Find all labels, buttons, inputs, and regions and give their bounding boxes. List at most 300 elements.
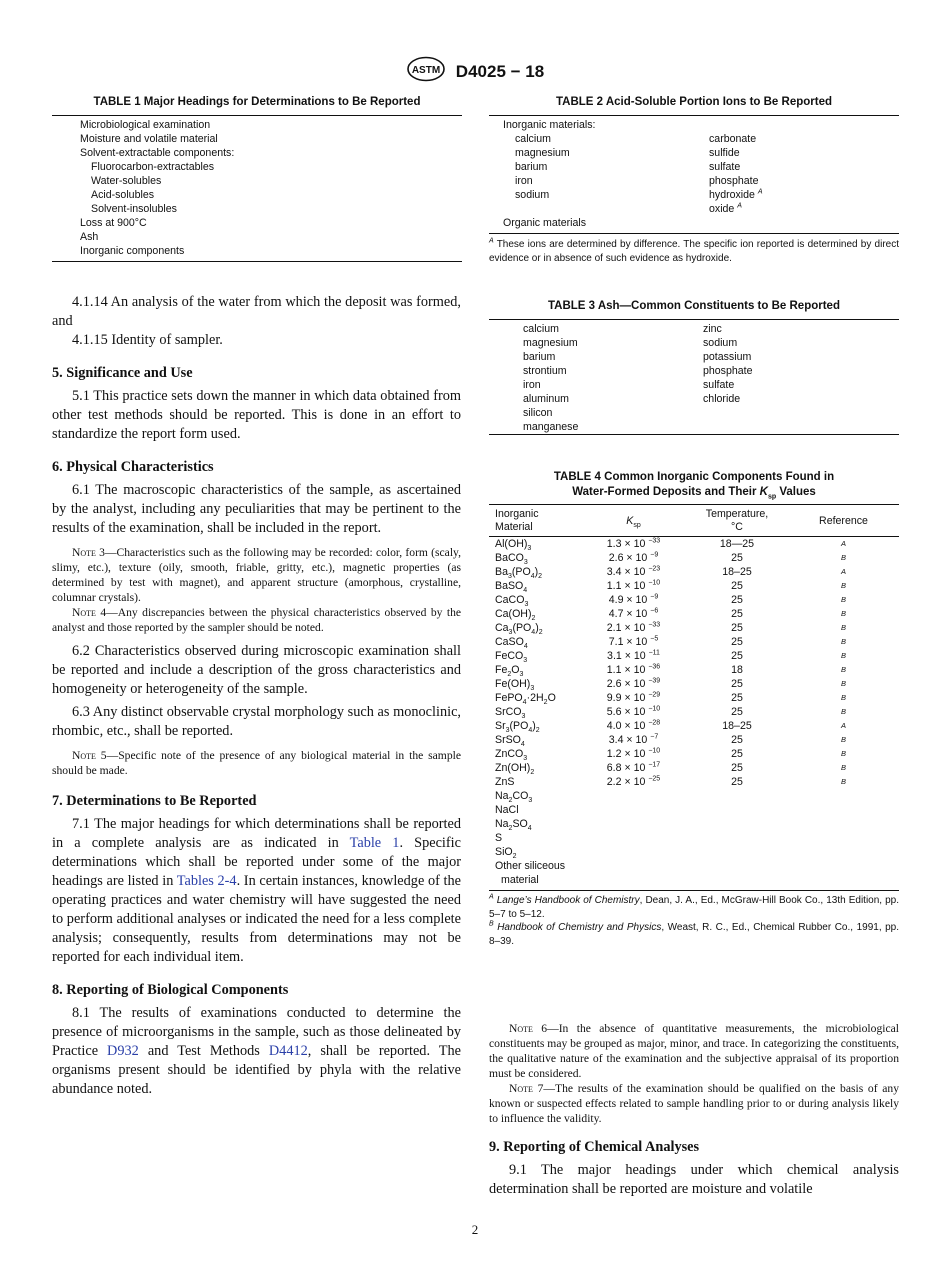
- header-ksp-k: K: [626, 514, 634, 527]
- header-material-line2: Material: [495, 521, 533, 533]
- section-6-heading: 6. Physical Characteristics: [52, 459, 214, 475]
- temperature-cell: [686, 859, 788, 873]
- table-4-row: [489, 817, 899, 831]
- reference-cell: B: [840, 623, 846, 632]
- caption-k: K: [759, 486, 768, 498]
- formula-part: Sr: [495, 720, 506, 732]
- formula-sub: 4: [528, 727, 533, 735]
- footnote-a-rest: , Dean, J. A., Ed., McGraw-Hill Book Co., 13th Edition, pp. 5–7 to 5–12.: [489, 895, 900, 920]
- ksp-exponent: −29: [648, 691, 661, 699]
- ksp-exponent: −10: [648, 579, 661, 587]
- ksp-exponent: −11: [648, 649, 660, 657]
- table-1-row: Fluorocarbon-extractables: [91, 161, 215, 173]
- ksp-mantissa: 2.6 × 10: [606, 678, 646, 690]
- temperature-cell: 25: [731, 580, 743, 592]
- table-3-caption: TABLE 3 Ash—Common Constituents to Be Reported: [548, 300, 840, 312]
- reference-cell: B: [840, 609, 846, 618]
- table-4-row: [489, 649, 899, 663]
- reference-cell: [788, 873, 899, 887]
- formula-part: SO: [512, 818, 528, 830]
- formula-part: (PO: [509, 720, 529, 732]
- table-2-right-col: [709, 132, 763, 216]
- temperature-cell: [686, 873, 788, 887]
- table-3-item: potassium: [703, 351, 752, 363]
- formula-sub: 3: [508, 629, 513, 637]
- paragraph-8-1-text-b: and Test Methods: [147, 1043, 260, 1059]
- section-9-heading: 9. Reporting of Chemical Analyses: [489, 1139, 700, 1155]
- formula-part: Ca: [495, 622, 509, 634]
- table-2-anion: sulfide: [709, 147, 740, 159]
- footnote-mark: A: [489, 893, 494, 901]
- ksp-exponent: −23: [648, 565, 661, 573]
- ksp-cell: [581, 719, 686, 733]
- reference-cell: B: [840, 763, 846, 772]
- table-4-row: [489, 775, 899, 789]
- formula-part: Zn(OH): [495, 762, 531, 774]
- formula-part: material: [501, 874, 539, 886]
- note-4-label: Note 4: [72, 606, 107, 619]
- temperature-cell: 25: [731, 776, 743, 788]
- table-1-row: Solvent-extractable components:: [80, 147, 235, 159]
- material-cell: [489, 677, 581, 691]
- paragraph-7-1-text-a: 7.1 The major headings for which determinations shall be reported in a complete analysis are as indicated in: [52, 816, 461, 851]
- formula-sub: 2: [531, 615, 536, 623]
- table-1-body: [52, 116, 462, 261]
- temperature-cell: [686, 831, 788, 845]
- paragraph-8-1-text-c: , shall be reported. The organisms present should be identified by phyla with the relative abundance noted.: [52, 1043, 461, 1097]
- paragraph-6-3: 6.3 Any distinct observable crystal morphology such as monoclinic, rhombic, etc., shall be reported.: [52, 704, 461, 739]
- ksp-cell: [581, 733, 686, 747]
- ksp-exponent: −10: [648, 705, 661, 713]
- svg-text:ASTM: ASTM: [411, 65, 440, 76]
- formula-part: Ca(OH): [495, 608, 532, 620]
- ksp-cell: [581, 551, 686, 565]
- ksp-mantissa: 2.1 × 10: [606, 622, 646, 634]
- table-2-group-organic: Organic materials: [503, 217, 587, 229]
- ksp-mantissa: 3.4 × 10: [606, 566, 646, 578]
- table-4-row: [489, 691, 899, 705]
- ksp-cell: [581, 635, 686, 649]
- material-cell: [489, 775, 581, 789]
- header-ksp: [581, 505, 686, 537]
- temperature-cell: 25: [731, 706, 743, 718]
- temperature-cell: 18–25: [722, 720, 752, 732]
- table-4-row: [489, 761, 899, 775]
- table-3-item: zinc: [703, 323, 722, 335]
- table-2-anion-label: hydroxide: [709, 189, 755, 201]
- table-3-item: strontium: [523, 365, 567, 377]
- table-1-row: Water-solubles: [91, 175, 162, 187]
- document-id: D4025 − 18: [455, 61, 545, 81]
- reference-cell: B: [840, 679, 846, 688]
- ksp-mantissa: 4.9 × 10: [608, 594, 648, 606]
- ksp-cell: [581, 859, 686, 873]
- ksp-exponent: −25: [648, 775, 661, 783]
- formula-part: Al(OH): [495, 538, 528, 550]
- table-3-body: [489, 320, 899, 434]
- reference-cell: B: [840, 637, 846, 646]
- material-cell: [489, 705, 581, 719]
- table-1-caption: TABLE 1 Major Headings for Determinations to Be Reported: [93, 96, 421, 108]
- table-4-row: [489, 621, 899, 635]
- table-1-bottom-rule: [52, 261, 462, 262]
- table-4: [489, 470, 899, 948]
- reference-cell: B: [840, 665, 846, 674]
- table-4-bottom-rule: [489, 890, 899, 891]
- formula-sub: 3: [523, 755, 528, 763]
- material-cell: [489, 873, 581, 887]
- reference-cell: [788, 845, 899, 859]
- paragraph-4-1-15: 4.1.15 Identity of sampler.: [72, 332, 223, 348]
- material-cell: [489, 859, 581, 873]
- formula-sub: 2: [535, 727, 540, 735]
- table-3-item: iron: [523, 379, 541, 391]
- formula-sub: 2: [512, 853, 517, 861]
- temperature-cell: 18–25: [722, 566, 752, 578]
- table-4-row: [489, 579, 899, 593]
- note-4: [52, 605, 461, 635]
- material-cell: [489, 719, 581, 733]
- reference-cell: A: [840, 539, 846, 548]
- formula-part: CaCO: [495, 594, 525, 606]
- table-1-row: Moisture and volatile material: [80, 133, 218, 145]
- formula-sub: 4: [531, 629, 536, 637]
- formula-part: Fe: [495, 664, 508, 676]
- ksp-cell: [581, 621, 686, 635]
- footnote-a-title: Lange’s Handbook of Chemistry: [496, 895, 640, 906]
- section-7-heading: 7. Determinations to Be Reported: [52, 793, 257, 809]
- ksp-mantissa: 2.6 × 10: [608, 552, 648, 564]
- ksp-cell: [581, 691, 686, 705]
- formula-part: Na: [495, 818, 509, 830]
- temperature-cell: [686, 803, 788, 817]
- ksp-mantissa: 2.2 × 10: [606, 776, 646, 788]
- table-3-bottom-rule: [489, 434, 899, 435]
- formula-part: CaSO: [495, 636, 524, 648]
- reference-cell: B: [840, 581, 846, 590]
- note-7-label: Note 7: [509, 1082, 544, 1095]
- table-4-row: [489, 551, 899, 565]
- formula-sub: 4: [523, 587, 528, 595]
- footnote-b-rest: , Weast, R. C., Ed., Chemical Rubber Co., 1991, pp. 8–39.: [489, 922, 900, 947]
- table-1-row: Acid-solubles: [91, 189, 155, 201]
- table-4-row: [489, 705, 899, 719]
- material-cell: [489, 593, 581, 607]
- table-4-row: [489, 873, 899, 887]
- ksp-cell: [581, 817, 686, 831]
- formula-part: CO: [512, 790, 529, 802]
- note-6-label: Note 6: [509, 1022, 548, 1035]
- reference-cell: B: [840, 707, 846, 716]
- ksp-mantissa: 4.0 × 10: [606, 720, 646, 732]
- tables-2-4-link[interactable]: Tables 2-4: [176, 873, 237, 889]
- ksp-mantissa: 1.1 × 10: [606, 580, 646, 592]
- note-6-text: —In the absence of quantitative measurements, the microbiological constituents may be grouped as major, minor, and trace. In categorizing the constituents, the qualitative nature of the examination and the subjective appraisal of its proportion must be considered.: [489, 1022, 899, 1080]
- section-8-heading: 8. Reporting of Biological Components: [52, 982, 289, 998]
- ksp-cell: [581, 565, 686, 579]
- table-2: [489, 95, 899, 265]
- formula-sub: 2: [530, 769, 535, 777]
- table-4-row: [489, 747, 899, 761]
- reference-cell: [788, 859, 899, 873]
- material-cell: [489, 551, 581, 565]
- temperature-cell: 25: [731, 636, 743, 648]
- ksp-mantissa: 1.2 × 10: [606, 748, 646, 760]
- formula-part: SrSO: [495, 734, 521, 746]
- table-4-grid: [489, 505, 899, 887]
- caption-end: Values: [779, 486, 816, 498]
- note-7: [489, 1081, 899, 1126]
- paragraph-6-2: 6.2 Characteristics observed during microscopic examination shall be reported and include a description of the gross characteristics and homogeneity or heterogeneity of the sample.: [52, 643, 461, 697]
- temperature-cell: 25: [731, 608, 743, 620]
- table-3-item: phosphate: [703, 365, 753, 377]
- ksp-cell: [581, 747, 686, 761]
- table-1-row: Loss at 900°C: [80, 217, 147, 229]
- temperature-cell: [686, 789, 788, 803]
- formula-sub: 4: [520, 741, 525, 749]
- temperature-cell: [686, 845, 788, 859]
- table-4-row: [489, 677, 899, 691]
- reference-cell: [788, 831, 899, 845]
- formula-sub: 3: [528, 797, 533, 805]
- paragraph-6-1: 6.1 The macroscopic characteristics of the sample, as ascertained by the analyst, including any peculiarities that may be pertinent to the results of the examination, shall be included in the report.: [52, 482, 461, 536]
- material-cell: [489, 761, 581, 775]
- formula-sub: 3: [524, 601, 529, 609]
- material-cell: [489, 789, 581, 803]
- paragraph-5-1: 5.1 This practice sets down the manner in which data obtained from other test methods should be reported. This is done in an effort to standardize the report form used.: [52, 388, 461, 442]
- formula-sub: 3: [521, 713, 526, 721]
- table-2-columns: [503, 132, 899, 216]
- temperature-cell: 25: [731, 622, 743, 634]
- table-3-item: magnesium: [523, 337, 578, 349]
- page-header: [0, 56, 950, 87]
- table-3-item: chloride: [703, 393, 741, 405]
- ksp-cell: [581, 649, 686, 663]
- table-2-cation: calcium: [515, 133, 551, 145]
- formula-part: Ba: [495, 566, 508, 578]
- formula-sub: 3: [505, 727, 510, 735]
- table-1: [52, 95, 462, 262]
- ksp-cell: [581, 579, 686, 593]
- formula-sub: 2: [508, 825, 513, 833]
- formula-sub: 3: [519, 671, 524, 679]
- formula-part: ): [534, 566, 539, 578]
- ksp-cell: [581, 593, 686, 607]
- table-4-row: [489, 593, 899, 607]
- table-2-group-inorganic: Inorganic materials:: [503, 119, 596, 131]
- ksp-cell: [581, 537, 686, 551]
- table-2-footnote: [489, 238, 899, 265]
- temperature-cell: 25: [731, 762, 743, 774]
- ksp-exponent: −33: [648, 621, 661, 629]
- table-3-item: silicon: [523, 407, 553, 419]
- formula-part: ): [535, 622, 539, 634]
- d932-link[interactable]: D932: [107, 1043, 139, 1059]
- header-material-line1: Inorganic: [495, 508, 539, 520]
- reference-cell: [788, 803, 899, 817]
- ksp-exponent: −36: [648, 663, 661, 671]
- footnote-b-title: Handbook of Chemistry and Physics: [497, 922, 662, 933]
- formula-sub: 2: [538, 629, 543, 637]
- paragraph-7-1-text-c: . In certain instances, knowledge of the operating practices and water chemistry will have suggested the need to perform additional analyses or indicated the need for a less complete analysis; consequently, results from determinations may not be reported for each individual item.: [52, 873, 461, 965]
- table-4-caption-line2: [489, 485, 899, 500]
- material-cell: [489, 579, 581, 593]
- reference-cell: A: [840, 567, 846, 576]
- table-2-anion: sulfate: [709, 161, 741, 173]
- formula-part: (PO: [511, 566, 531, 578]
- table-4-row: [489, 537, 899, 551]
- reference-cell: [788, 789, 899, 803]
- material-cell: [489, 817, 581, 831]
- note-3-text: —Characteristics such as the following may be recorded: color, form (scaly, slimy, etc.), texture (oily, smooth, friable, gritty, etc.), magnetic properties (as determined by test with magnet), and apparent structure (amorphous, crystalline, columnar crystals).: [52, 546, 461, 604]
- table-4-row: [489, 635, 899, 649]
- table-2-cation: sodium: [515, 189, 550, 201]
- formula-part: (PO: [512, 622, 532, 634]
- formula-sub: 2: [507, 671, 512, 679]
- header-temp-line1: Temperature,: [705, 507, 769, 520]
- ksp-cell: [581, 705, 686, 719]
- table-3-item: sodium: [703, 337, 738, 349]
- ksp-exponent: −33: [648, 537, 661, 545]
- material-cell: [489, 691, 581, 705]
- formula-sub: 4: [527, 825, 532, 833]
- formula-part: SrCO: [495, 706, 522, 718]
- material-cell: [489, 621, 581, 635]
- formula-part: S: [495, 832, 503, 844]
- material-cell: [489, 635, 581, 649]
- header-reference: Reference: [819, 514, 868, 527]
- material-cell: [489, 733, 581, 747]
- caption-text: Water-Formed Deposits and Their: [572, 486, 757, 498]
- table-2-cation: magnesium: [515, 147, 570, 159]
- formula-sub: 3: [523, 657, 528, 665]
- note-6: [489, 1021, 899, 1081]
- temperature-cell: 25: [731, 748, 743, 760]
- formula-part: SiO: [495, 846, 513, 858]
- formula-part: ZnS: [495, 776, 515, 788]
- formula-part: BaSO: [495, 580, 524, 592]
- material-cell: [489, 607, 581, 621]
- table-4-row: [489, 789, 899, 803]
- table-4-row: [489, 607, 899, 621]
- table-4-row: [489, 803, 899, 817]
- table-1-row: Ash: [80, 231, 99, 243]
- table-1-link[interactable]: Table 1: [349, 835, 400, 851]
- material-cell: [489, 845, 581, 859]
- table-2-anion-label: oxide: [709, 203, 735, 215]
- table-3: [489, 299, 899, 435]
- header-material: [489, 505, 581, 537]
- table-2-anion: carbonate: [709, 133, 757, 145]
- temperature-cell: 25: [731, 734, 743, 746]
- table-3-item: calcium: [523, 323, 559, 335]
- formula-part: ·2H: [526, 692, 544, 704]
- d4412-link[interactable]: D4412: [268, 1043, 308, 1059]
- ksp-cell: [581, 607, 686, 621]
- table-1-row: Microbiological examination: [80, 119, 211, 131]
- temperature-cell: 25: [731, 678, 743, 690]
- section-5-heading: 5. Significance and Use: [52, 365, 193, 381]
- formula-sub: 2: [538, 573, 543, 581]
- formula-sub: 4: [530, 573, 535, 581]
- formula-sub: 2: [508, 797, 513, 805]
- formula-part: NaCl: [495, 804, 519, 816]
- ksp-mantissa: 3.4 × 10: [608, 734, 648, 746]
- note-5-text: —Specific note of the presence of any biological material in the sample should be made.: [52, 749, 461, 777]
- ksp-cell: [581, 761, 686, 775]
- table-4-header-row: [489, 505, 899, 537]
- table-4-caption: [489, 470, 899, 500]
- table-1-row: Inorganic components: [80, 245, 185, 257]
- note-3-label: Note 3: [72, 546, 105, 559]
- ksp-mantissa: 1.3 × 10: [606, 538, 646, 550]
- reference-cell: B: [840, 777, 846, 786]
- formula-part: FePO: [495, 692, 523, 704]
- footnote-mark: A: [757, 188, 763, 196]
- reference-cell: B: [840, 595, 846, 604]
- table-3-item: barium: [523, 351, 556, 363]
- table-2-caption: TABLE 2 Acid-Soluble Portion Ions to Be Reported: [555, 96, 832, 108]
- note-3: [52, 545, 461, 605]
- paragraph-9-1: 9.1 The major headings under which chemical analysis determination shall be reported are moisture and volatile: [489, 1162, 899, 1197]
- table-4-row: [489, 831, 899, 845]
- formula-sub: 4: [522, 699, 527, 707]
- table-4-row: [489, 845, 899, 859]
- formula-sub: 3: [530, 685, 535, 693]
- table-3-item: manganese: [523, 421, 579, 433]
- note-5-label: Note 5: [72, 749, 107, 762]
- table-4-rows: [489, 537, 899, 887]
- ksp-exponent: −10: [648, 747, 661, 755]
- ksp-exponent: −39: [648, 677, 661, 685]
- ksp-exponent: −7: [650, 733, 659, 741]
- reference-cell: B: [840, 749, 846, 758]
- formula-part: Fe(OH): [495, 678, 531, 690]
- ksp-exponent: −9: [650, 551, 659, 559]
- ksp-cell: [581, 831, 686, 845]
- formula-part: O: [547, 692, 556, 704]
- table-4-row: [489, 859, 899, 873]
- footnote-mark: B: [489, 920, 494, 928]
- ksp-cell: [581, 789, 686, 803]
- table-4-row: [489, 733, 899, 747]
- formula-sub: 3: [507, 573, 512, 581]
- temperature-cell: 25: [731, 692, 743, 704]
- temperature-cell: [686, 817, 788, 831]
- paragraph-8-1-text-a: 8.1 The results of examinations conducted to determine the presence of microorganisms in the sample, such as those delineated by Practice: [52, 1005, 461, 1059]
- table-4-row: [489, 565, 899, 579]
- paragraph-8-1: [52, 1004, 461, 1099]
- formula-part: ZnCO: [495, 748, 524, 760]
- material-cell: [489, 663, 581, 677]
- reference-cell: B: [840, 693, 846, 702]
- formula-sub: 3: [523, 559, 528, 567]
- note-7-text: —The results of the examination should be qualified on the basis of any known or suspected effects related to sample handling prior to or during analysis likely to influence the validity.: [489, 1082, 899, 1125]
- material-cell: [489, 565, 581, 579]
- table-2-anion: [709, 202, 763, 216]
- right-column-text: [489, 1021, 899, 1199]
- ksp-cell: [581, 775, 686, 789]
- ksp-exponent: −17: [648, 761, 661, 769]
- table-2-left-col: [515, 132, 570, 202]
- table-1-row: Solvent-insolubles: [91, 203, 177, 215]
- material-cell: [489, 803, 581, 817]
- ksp-cell: [581, 803, 686, 817]
- caption-sub: sp: [767, 493, 777, 501]
- table-3-right-col: [703, 322, 752, 406]
- ksp-mantissa: 6.8 × 10: [606, 762, 646, 774]
- note-4-text: —Any discrepancies between the physical characteristics observed by the analyst and those reported by the sampler should be noted.: [52, 606, 462, 634]
